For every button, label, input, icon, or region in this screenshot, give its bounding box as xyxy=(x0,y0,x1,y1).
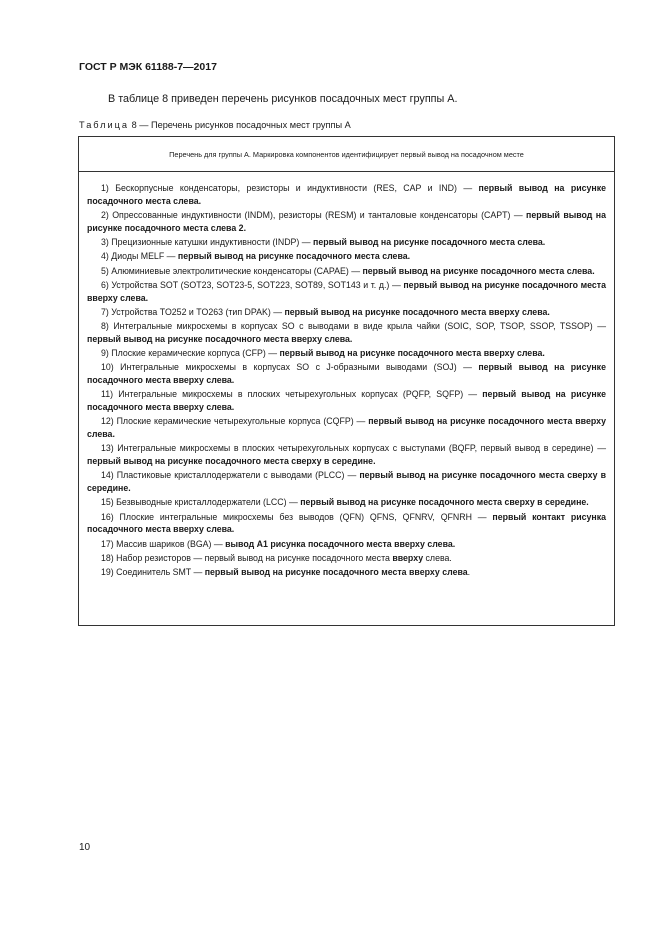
item-text: 16) Плоские интегральные микросхемы без выводов (QFN) QFNS, QFNRV, QFNRH — xyxy=(101,511,493,522)
list-item xyxy=(87,511,606,536)
list-item xyxy=(87,496,606,509)
item-text: 5) Алюминиевые электролитические конденсаторы (CAPAE) — xyxy=(101,265,363,276)
item-text: 11) Интегральные микросхемы в плоских четырехугольных корпусах (PQFP, SQFP) — xyxy=(101,389,483,400)
list-item xyxy=(87,320,606,345)
table-caption-word: Таблица xyxy=(79,120,130,130)
item-tail: . xyxy=(467,567,471,578)
list-item xyxy=(87,209,606,234)
item-text: 1) Бескорпусные конденсаторы, резисторы и индуктивности (RES, CAP и IND) — xyxy=(101,183,479,193)
item-emphasis: первый вывод на рисунке посадочного места вверху слева. xyxy=(87,416,607,440)
item-emphasis: первый вывод на рисунке посадочного места сверху в середине. xyxy=(87,456,376,467)
list-item xyxy=(87,182,606,207)
list-item xyxy=(87,265,606,278)
item-emphasis: первый вывод на рисунке посадочного места слева. xyxy=(313,237,546,247)
list-item xyxy=(87,442,606,467)
list-item xyxy=(87,415,606,440)
page-number: 10 xyxy=(79,842,91,853)
item-emphasis: первый контакт рисунка посадочного места вверху слева. xyxy=(87,511,607,535)
item-text: 7) Устройства TO252 и TO263 (тип DPAK) — xyxy=(101,306,285,317)
item-text: 3) Прецизионные катушки индуктивности (INDP) — xyxy=(101,237,314,247)
item-text: 6) Устройства SOT (SOT23, SOT23-5, SOT223, SOT89, SOT143 и т. д.) — xyxy=(101,279,404,290)
item-text: 8) Интегральные микросхемы в корпусах SO с выводами в виде крыла чайки (SOIC, SOP, TSOP, SSOP, TSSOP) — xyxy=(101,321,606,332)
item-emphasis: первый вывод на рисунке посадочного места слева. xyxy=(87,183,606,206)
item-text: 18) Набор резисторов — первый вывод на рисунке посадочного места xyxy=(101,553,393,564)
item-emphasis: первый вывод на рисунке посадочного места слева 2. xyxy=(87,210,606,233)
item-text: 14) Пластиковые кристаллодержатели с выводами (PLCC) — xyxy=(101,470,360,481)
item-emphasis: первый вывод на рисунке посадочного места вверху слева. xyxy=(87,333,353,344)
list-item xyxy=(87,306,606,319)
item-emphasis: первый вывод на рисунке посадочного места вверху слева. xyxy=(279,348,545,359)
item-tail: слева. xyxy=(423,553,452,564)
item-text: 17) Массив шариков (BGA) — xyxy=(101,538,226,549)
table-body xyxy=(79,172,614,579)
item-text: 12) Плоские керамические четырехугольные корпуса (CQFP) — xyxy=(101,416,369,427)
item-emphasis: первый вывод на рисунке посадочного места слева. xyxy=(177,251,411,262)
item-emphasis: первый вывод на рисунке посадочного места слева. xyxy=(362,265,595,276)
item-text: 13) Интегральные микросхемы в плоских четырехугольных корпусах с выступами (BQFP, первый вывод в середине) — xyxy=(101,443,606,454)
list-item xyxy=(87,236,606,249)
item-text: 2) Опрессованные индуктивности (INDM), резисторы (RESM) и танталовые конденсаторы (CAPT) — xyxy=(101,210,527,220)
item-text: 10) Интегральные микросхемы в корпусах SO с J-образными выводами (SOJ) — xyxy=(101,362,479,373)
list-item xyxy=(87,279,606,304)
item-text: 4) Диоды MELF — xyxy=(101,251,178,262)
table-caption xyxy=(79,120,351,130)
item-emphasis: первый вывод на рисунке посадочного места вверху слева. xyxy=(87,362,606,386)
table-header: Перечень для группы А. Маркировка компонентов идентифицирует первый вывод на посадочном месте xyxy=(79,137,614,172)
list-item xyxy=(87,566,606,579)
item-emphasis: первый вывод на рисунке посадочного места сверху в середине. xyxy=(300,497,589,508)
item-emphasis: первый вывод на рисунке посадочного места вверху слева. xyxy=(284,306,550,317)
list-item xyxy=(87,552,606,565)
table-caption-title: 8 — Перечень рисунков посадочных мест группы А xyxy=(129,120,351,130)
list-item xyxy=(87,538,606,551)
standard-designation: ГОСТ Р МЭК 61188-7—2017 xyxy=(79,61,217,73)
item-emphasis: вверху xyxy=(392,553,424,564)
item-text: 9) Плоские керамические корпуса (CFP) — xyxy=(101,348,280,359)
item-emphasis: первый вывод на рисунке посадочного места вверху слева. xyxy=(87,279,607,303)
footprint-table xyxy=(78,136,615,626)
item-emphasis: первый вывод на рисунке посадочного места вверху слева xyxy=(204,567,468,578)
item-emphasis: первый вывод на рисунке посадочного места сверху в середине. xyxy=(87,470,606,494)
intro-paragraph: В таблице 8 приведен перечень рисунков посадочных мест группы А. xyxy=(108,93,458,105)
item-emphasis: первый вывод на рисунке посадочного места вверху слева. xyxy=(87,389,606,413)
list-item xyxy=(87,469,606,494)
list-item xyxy=(87,347,606,360)
item-text: 19) Соединитель SMT — xyxy=(101,567,205,578)
list-item xyxy=(87,361,606,386)
item-emphasis: вывод А1 рисунка посадочного места вверху слева. xyxy=(225,538,456,549)
list-item xyxy=(87,250,606,263)
item-text: 15) Безвыводные кристаллодержатели (LCC) — xyxy=(101,497,301,508)
list-item xyxy=(87,388,606,413)
